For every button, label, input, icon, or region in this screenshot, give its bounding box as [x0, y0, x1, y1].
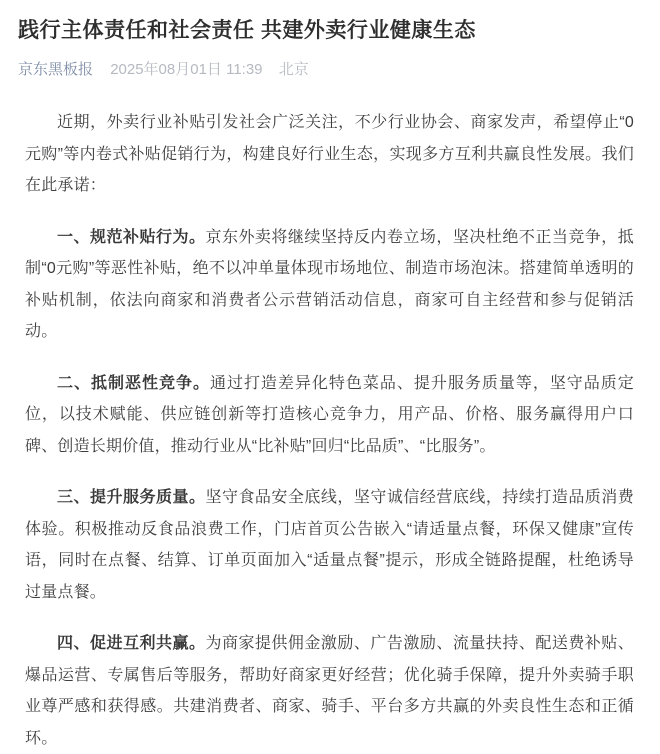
paragraph-text: 近期，外卖行业补贴引发社会广泛关注，不少行业协会、商家发声，希望停止“0元购”等内卷式补贴促销行为，构建良好行业生态，实现多方互利共赢良性发展。我们在此承诺： [25, 114, 634, 194]
paragraph-lead: 一、规范补贴行为。 [57, 228, 206, 246]
paragraph-commitment-2 [25, 368, 634, 463]
paragraph-commitment-1 [25, 222, 634, 348]
paragraph-lead: 二、抵制恶性竞争。 [57, 374, 210, 392]
paragraph-text: 京东外卖将继续坚持反内卷立场，坚决杜绝不正当竞争，抵制“0元购”等恶性补贴，绝不以冲单量体现市场地位、制造市场泡沫。搭建简单透明的补贴机制，依法向商家和消费者公示营销活动信息，商家可自主经营和参与促销活动。 [25, 228, 634, 340]
paragraph-text: 为商家提供佣金激励、广告激励、流量扶持、配送费补贴、爆品运营、专属售后等服务，帮助好商家更好经营；优化骑手保障，提升外卖骑手职业尊严感和获得感。共建消费者、商家、骑手、平台多方共赢的外卖良性生态和正循环。 [25, 635, 634, 747]
paragraph-intro [25, 107, 634, 202]
byline [18, 60, 634, 80]
paragraph-lead: 三、提升服务质量。 [57, 489, 206, 506]
byline-datetime: 2025年08月01日 11:39 [110, 61, 263, 78]
paragraph-commitment-4 [25, 628, 634, 754]
paragraph-lead: 四、促进互利共赢。 [57, 635, 206, 652]
paragraph-commitment-3 [25, 482, 634, 608]
article-body [25, 107, 634, 754]
byline-source-link[interactable]: 京东黑板报 [18, 61, 94, 78]
byline-location: 北京 [278, 61, 309, 78]
page-title: 践行主体责任和社会责任 共建外卖行业健康生态 [18, 19, 476, 42]
paragraph-text: 坚守食品安全底线，坚守诚信经营底线，持续打造品质消费体验。积极推动反食品浪费工作，门店首页公告嵌入“请适量点餐，环保又健康”宣传语，同时在点餐、结算、订单页面加入“适量点餐”提示，形成全链路提醒，杜绝诱导过量点餐。 [25, 489, 634, 601]
paragraph-text: 通过打造差异化特色菜品、提升服务质量等，坚守品质定位，以技术赋能、供应链创新等打造核心竞争力，用产品、价格、服务赢得用户口碑、创造长期价值，推动行业从“比补贴”回归“比品质”、“比服务”。 [25, 374, 634, 455]
